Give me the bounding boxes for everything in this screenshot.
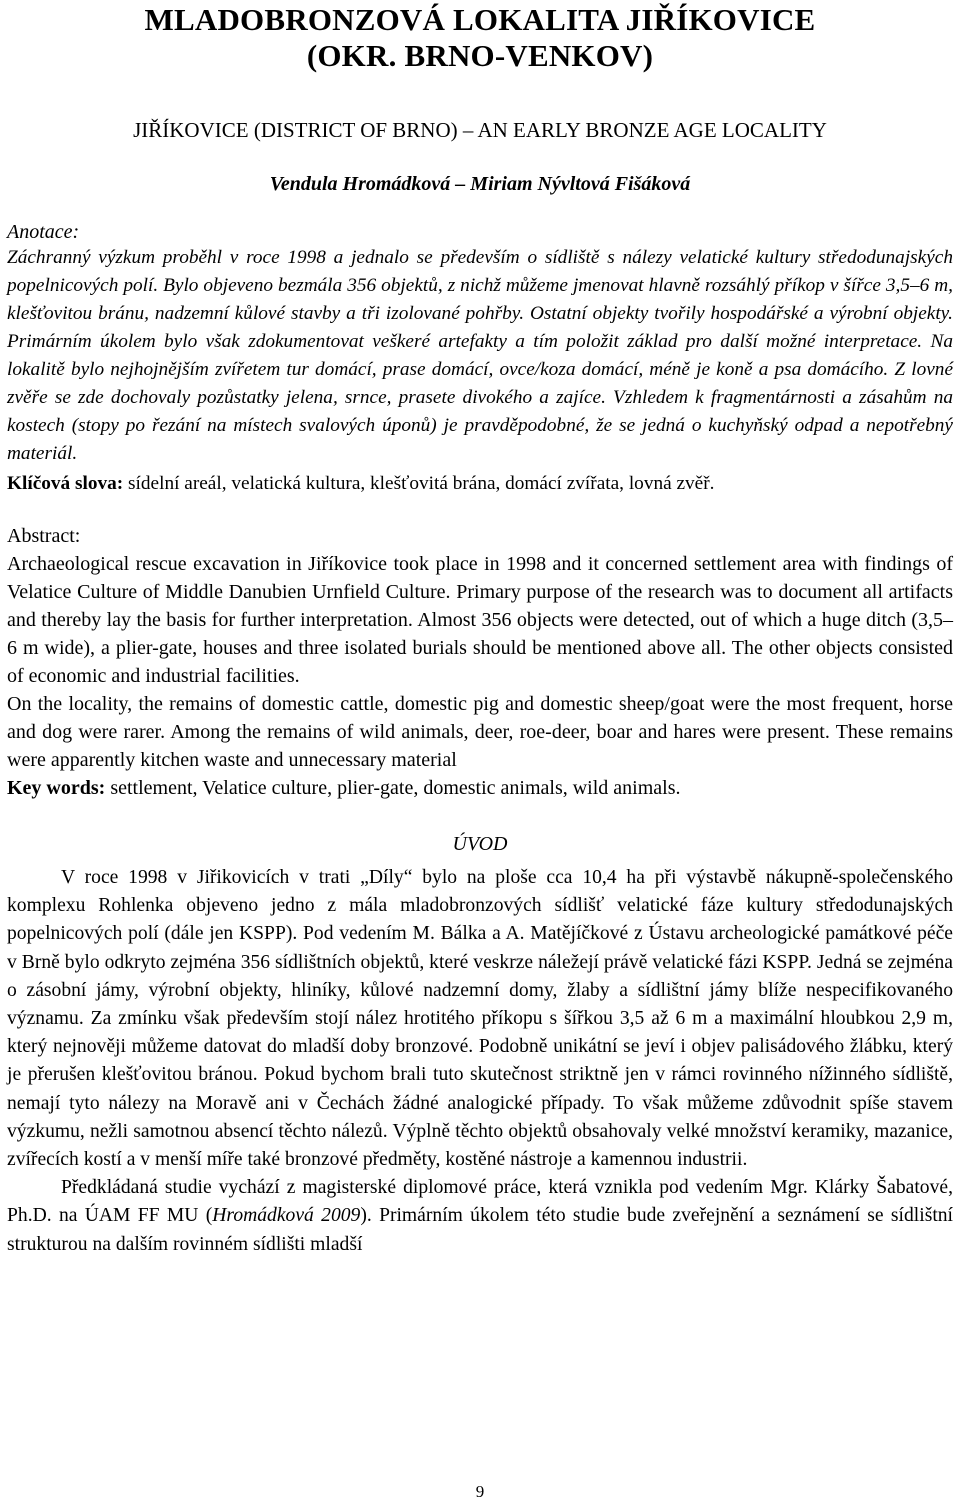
anotace-label: Anotace: xyxy=(7,221,80,243)
key-words-text: settlement, Velatice culture, plier-gate, domestic animals, wild animals. xyxy=(105,777,681,799)
klicova-slova-label: Klíčová slova: xyxy=(7,473,124,494)
klicova-slova-text: sídelní areál, velatická kultura, klešťovitá brána, domácí zvířata, lovná zvěř. xyxy=(123,473,715,494)
anotace-text: Záchranný výzkum proběhl v roce 1998 a jednalo se především o sídliště s nálezy velatické kultury středodunajských popelnicových polí. Bylo objeveno bezmála 356 objektů, z nichž můžeme jmenovat hlavně rozsáhlý příkop v šířce 3,5–6 m, klešťovitou bránu, nadzemní kůlové stavby a tři izolované pohřby. Ostatní objekty tvořily hospodářské a výrobní objekty. Primárním úkolem bylo však zdokumentovat veškeré artefakty a tím položit základ pro další možné interpretace. Na lokalitě bylo nejhojnějším zvířetem tur domácí, prase domácí, ovce/koza domácí, méně je koně a psa domácího. Z lovné zvěře se zde dochovaly pozůstatky jelena, srnce, prasete divokého a zajíce. Vzhledem k fragmentárnosti a zásahům na kostech (stopy po řezání na místech svalových úponů) je pravděpodobné, že se jedná o kuchyňský odpad a nepotřebný materiál. xyxy=(7,247,953,464)
title-line-2: (OKR. BRNO-VENKOV) xyxy=(306,38,654,73)
uvod-paragraph-2-end: ). Primárním úkolem této studie bude zveřejnění a seznámení se sídlištní strukturou na dalším rovinném sídlišti mladší xyxy=(7,1205,953,1255)
title-line-1: MLADOBRONZOVÁ LOKALITA JIŘÍKOVICE xyxy=(144,2,816,37)
authors: Vendula Hromádková – Miriam Nývltová Fišáková xyxy=(269,173,691,195)
abstract-paragraph-1: Archaeological rescue excavation in Jiříkovice took place in 1998 and it concerned settlement area with findings of Velatice Culture of Middle Danubien Urnfield Culture. Primary purpose of the research was to document all artifacts and thereby lay the basis for further interpretation. Almost 356 objects were detected, out of which a huge ditch (3,5–6 m wide), a plier-gate, houses and three isolated burials should be mentioned above all. The other objects consisted of economic and industrial facilities. xyxy=(7,553,953,687)
uvod-paragraph-1: V roce 1998 v Jiřikovicích v trati „Díly“ bylo na ploše cca 10,4 ha při výstavbě nákupně-společenského komplexu Rohlenka objeveno jedno z mála mladobronzových sídlišť velatické fáze kultury středodunajských popelnicových polí (dále jen KSPP). Pod vedením M. Bálka a A. Matějíčkové z Ústavu archeologické památkové péče v Brně bylo odkryto zejména 356 sídlištních objektů, které veskrze náležejí právě velatické fázi KSPP. Jedná se zejména o zásobní jámy, výrobní objekty, hliníky, kůlové nadzemní domy, žlaby a sídlištní jámy blíže nespecifikovaného významu. Za zmínku však především stojí nález hrotitého příkopu s šířkou 3,5 až 6 m a maximální hloubkou 2,9 m, který nejnověji můžeme datovat do mladší doby bronzové. Podobně unikátní se jeví i objev palisádového žlábku, který je přerušen klešťovitou bránou. Pokud bychom brali tuto skutečnost striktně jen v rámci rovinného nížinného sídliště, nemají tyto nálezy na Moravě ani v Čechách žádné analogické případy. To však můžeme zdůvodnit spíše stavem výzkumu, nežli samotnou absencí těchto nálezů. Výplně těchto objektů obsahovaly velké množství keramiky, mazanice, zvířecích kostí a v menší míře také bronzové předměty, kostěné nástroje a kamennou industrii. xyxy=(7,867,953,1171)
page-number: 9 xyxy=(475,1482,485,1501)
english-title: JIŘÍKOVICE (DISTRICT OF BRNO) – AN EARLY BRONZE AGE LOCALITY xyxy=(133,118,827,142)
key-words xyxy=(7,774,953,802)
uvod-paragraph-2-start: Předkládaná studie vychází z magisterské diplomové práce, která vznikla pod vedením Mgr. Klárky Šabatové, Ph.D. na ÚAM FF MU ( xyxy=(7,1177,953,1227)
uvod-paragraph-2 xyxy=(7,1174,953,1259)
section-heading-uvod: ÚVOD xyxy=(452,833,508,855)
abstract-paragraph-2: On the locality, the remains of domestic cattle, domestic pig and domestic sheep/goat were the most frequent, horse and dog were rarer. Among the remains of wild animals, deer, roe-deer, boar and hares were present. These remains were apparently kitchen waste and unnecessary material xyxy=(7,693,953,771)
citation: Hromádková 2009 xyxy=(212,1205,361,1227)
abstract-label: Abstract: xyxy=(7,525,81,547)
key-words-label: Key words: xyxy=(7,777,106,799)
page-title xyxy=(7,2,953,74)
klicova-slova xyxy=(7,470,953,498)
